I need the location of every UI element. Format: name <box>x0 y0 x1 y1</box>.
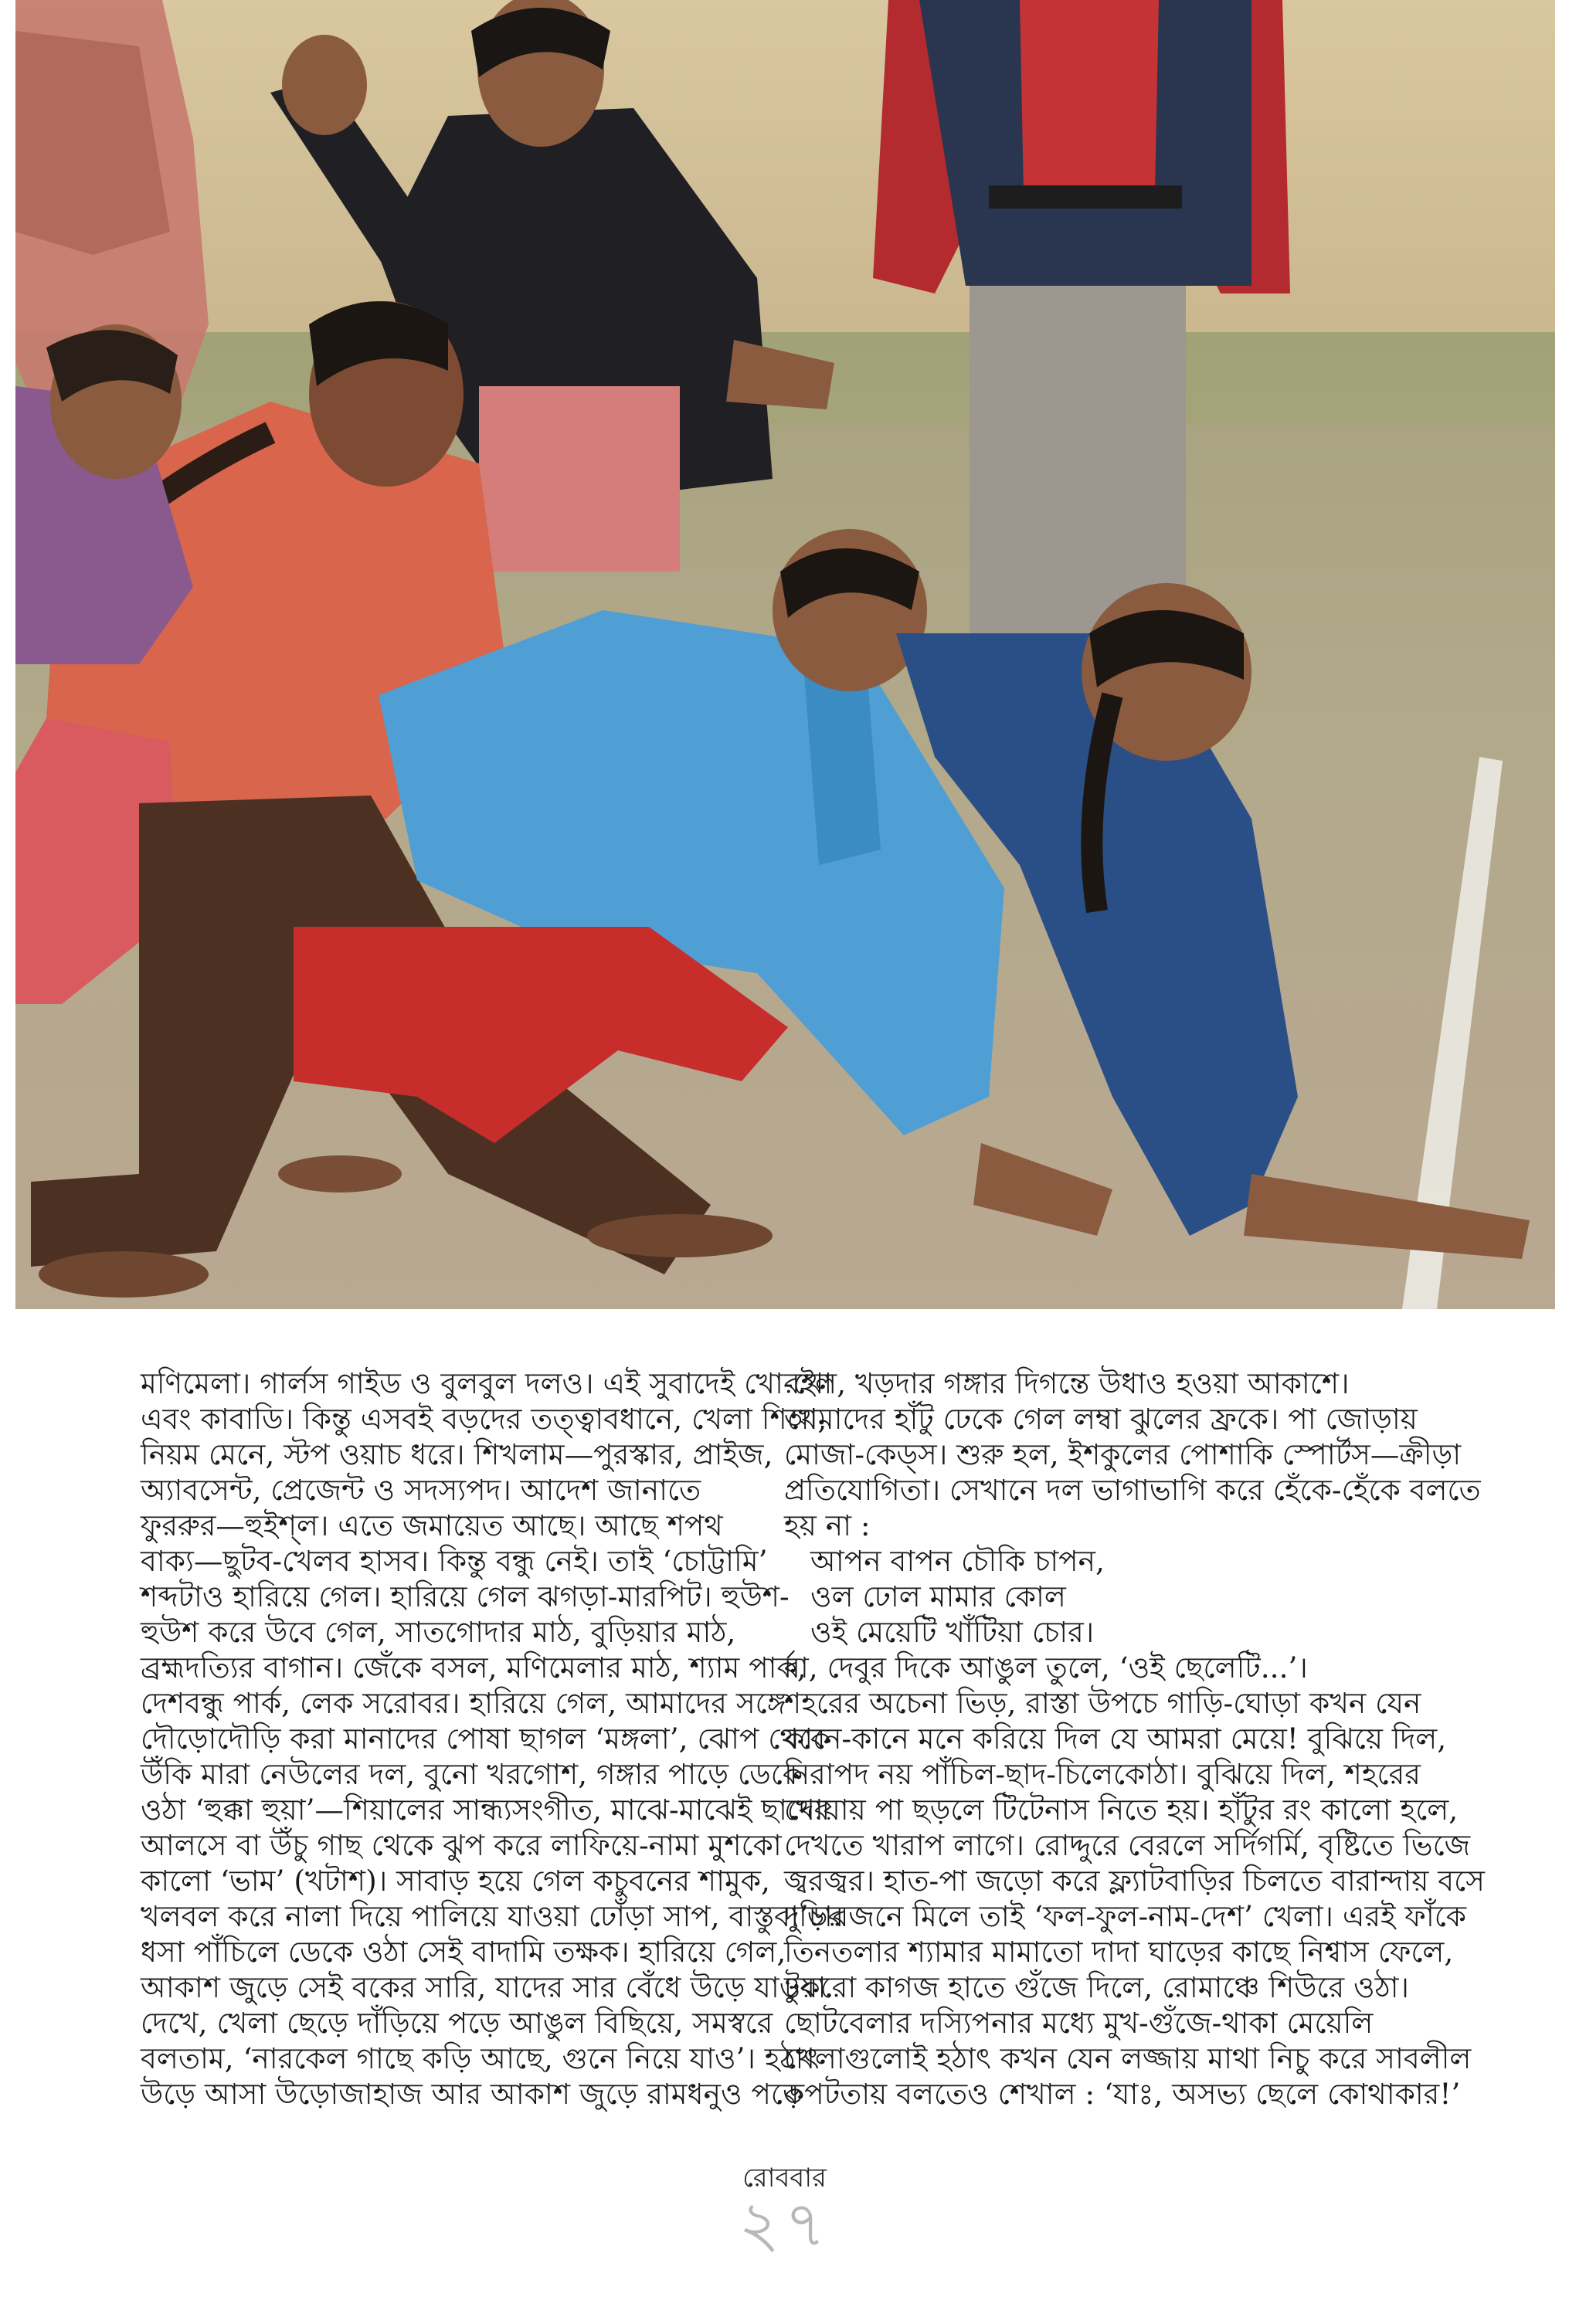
body-text-line: ছোটবেলার দস্যিপনার মধ্যে মুখ-গুঁজে-থাকা মেয়েলি <box>784 2006 1374 2040</box>
body-text-line: আকাশ জুড়ে সেই বকের সারি, যাদের সার বেঁধে উড়ে যাওয়া <box>141 1970 827 2004</box>
rhyme-verse-line: ওল ঢোল মামার কোল <box>810 1579 1066 1613</box>
body-text-line: কানে-কানে মনে করিয়ে দিল যে আমরা মেয়ে! বুঝিয়ে দিল, <box>784 1722 1447 1756</box>
body-text-line: টুকরো কাগজ হাতে গুঁজে দিলে, রোমাঞ্চে শিউরে ওঠা। <box>784 1970 1409 2004</box>
body-text-line: উঁকি মারা নেউলের দল, বুনো খরগোশ, গঙ্গার পাড়ে ডেকে <box>141 1757 803 1791</box>
body-text-line: শব্দটাও হারিয়ে গেল। হারিয়ে গেল ঝগড়া-মারপিট। হুউশ- <box>141 1579 790 1613</box>
body-text-line: ব্রহ্মদত্যির বাগান। জেঁকে বসল, মণিমেলার মাঠ, শ্যাম পার্ক, <box>141 1651 807 1684</box>
body-text-line: মণিমেলা। গার্লস গাইড ও বুলবুল দলও। এই সুবাদেই খো-খো <box>141 1366 833 1400</box>
body-text-line: প্রতিযোগিতা। সেখানে দল ভাগাভাগি করে হেঁকে-হেঁকে বলতে <box>784 1473 1481 1507</box>
body-text-line: ফুররুর—হুইশ্‌ল। এতে জমায়েত আছে। আছে শপথ <box>141 1508 723 1542</box>
body-text-line: নিয়ম মেনে, স্টপ ওয়াচ ধরে। শিখলাম—পুরস্কার, প্রাইজ, <box>141 1437 773 1471</box>
rhyme-verse-line: ওই মেয়েটি খাঁটিয়া চোর। <box>810 1615 1095 1649</box>
page-folio <box>0 2163 1569 2261</box>
body-text-line: জ্বরজ্বর। হাত-পা জড়ো করে ফ্ল্যাটবাড়ির চিলতে বারান্দায় বসে <box>784 1864 1485 1898</box>
rhyme-verse-line: আপন বাপন চৌকি চাপন, <box>810 1544 1105 1578</box>
body-text-line: ওঠা ‘হুক্কা হুয়া’—শিয়ালের সান্ধ্যসংগীত, মাঝে-মাঝেই ছাদের <box>141 1793 830 1827</box>
body-text-line: হুউশ করে উবে গেল, সাতগোদার মাঠ, বুড়িয়ার মাঠ, <box>141 1615 736 1649</box>
page-number: ২৭ <box>739 2188 830 2261</box>
body-text-line: অ্যাবসেন্ট, প্রেজেন্ট ও সদস্যপদ। আদেশ জানাতে <box>141 1473 701 1507</box>
body-text-line: খেলাগুলোই হঠাৎ কখন যেন লজ্জায় মাথা নিচু করে সাবলীল <box>784 2041 1472 2075</box>
body-text-line: শহরের অচেনা ভিড়, রাস্তা উপচে গাড়ি-ঘোড়া কখন যেন <box>784 1686 1421 1720</box>
body-text-line: আমাদের হাঁটু ঢেকে গেল লম্বা ঝুলের ফ্রকে। পা জোড়ায় <box>784 1402 1418 1436</box>
body-text-line: ধসা পাঁচিলে ডেকে ওঠা সেই বাদামি তক্ষক। হারিয়ে গেল, <box>141 1935 786 1969</box>
body-text-line: কালো ‘ভাম’ (খটাশ)। সাবাড় হয়ে গেল কচুবনের শামুক, <box>141 1864 770 1898</box>
body-text-line: বলতাম, ‘নারকেল গাছে কড়ি আছে, গুনে নিয়ে যাও’। হঠাৎ <box>141 2041 820 2075</box>
article-photo <box>15 0 1555 1309</box>
body-text-line: নিরাপদ নয় পাঁচিল-ছাদ-চিলেকোঠা। বুঝিয়ে দিল, শহরের <box>784 1757 1421 1791</box>
body-text-line: খলবল করে নালা দিয়ে পালিয়ে যাওয়া ঢোঁড়া সাপ, বাস্তুবাড়ির <box>141 1899 844 1933</box>
body-text-line: আলসে বা উঁচু গাছ থেকে ঝুপ করে লাফিয়ে-নামা মুশকো <box>141 1828 782 1862</box>
body-text-line: দেখে, খেলা ছেড়ে দাঁড়িয়ে পড়ে আঙুল বিছিয়ে, সমস্বরে <box>141 2006 773 2040</box>
article-right-column <box>784 1366 1485 2112</box>
body-text-line: দু’চারজনে মিলে তাই ‘ফল-ফুল-নাম-দেশ’ খেলা। এরই ফাঁকে <box>784 1899 1467 1933</box>
body-text-line: দৌড়োদৌড়ি করা মানাদের পোষা ছাগল ‘মঙ্গলা’, ঝোপ থেকে <box>141 1722 831 1756</box>
body-text-line: বা, দেবুর দিকে আঙুল তুলে, ‘ওই ছেলেটি...’। <box>784 1651 1308 1684</box>
body-text-line: উড়ে আসা উড়োজাহাজ আর আকাশ জুড়ে রামধনুও পড়ে <box>141 2077 803 2111</box>
body-text-line: দেখতে খারাপ লাগে। রোদ্দুরে বেরলে সর্দিগর্মি, বৃষ্টিতে ভিজে <box>784 1828 1471 1862</box>
body-text-line: মোজা-কেড্‌স। শুরু হল, ইশকুলের পোশাকি স্পোর্টস—ক্রীড়া <box>784 1437 1462 1471</box>
body-text-line: রইল, খড়দার গঙ্গার দিগন্তে উধাও হওয়া আকাশে। <box>784 1366 1350 1400</box>
body-text-line: খোয়ায় পা ছড়লে টিটেনাস নিতে হয়। হাঁটুর রং কালো হলে, <box>784 1793 1459 1827</box>
body-text-line: কপটতায় বলতেও শেখাল : ‘যাঃ, অসভ্য ছেলে কোথাকার!’ <box>784 2077 1461 2111</box>
magazine-name: রোববার <box>742 2163 827 2193</box>
body-text-line: এবং কাবাডি। কিন্তু এসবই বড়দের তত্ত্বাবধানে, খেলা শিখে, <box>141 1402 827 1436</box>
body-text-line: দেশবন্ধু পার্ক, লেক সরোবর। হারিয়ে গেল, আমাদের সঙ্গে <box>141 1686 786 1720</box>
body-text-line: হয় না : <box>784 1508 871 1542</box>
body-text-line: তিনতলার শ্যামার মামাতো দাদা ঘাড়ের কাছে নিশ্বাস ফেলে, <box>784 1935 1454 1969</box>
body-text-line: বাক্য—ছুটব-খেলব হাসব। কিন্তু বন্ধু নেই। তাই ‘চোট্টামি’ <box>141 1544 768 1578</box>
